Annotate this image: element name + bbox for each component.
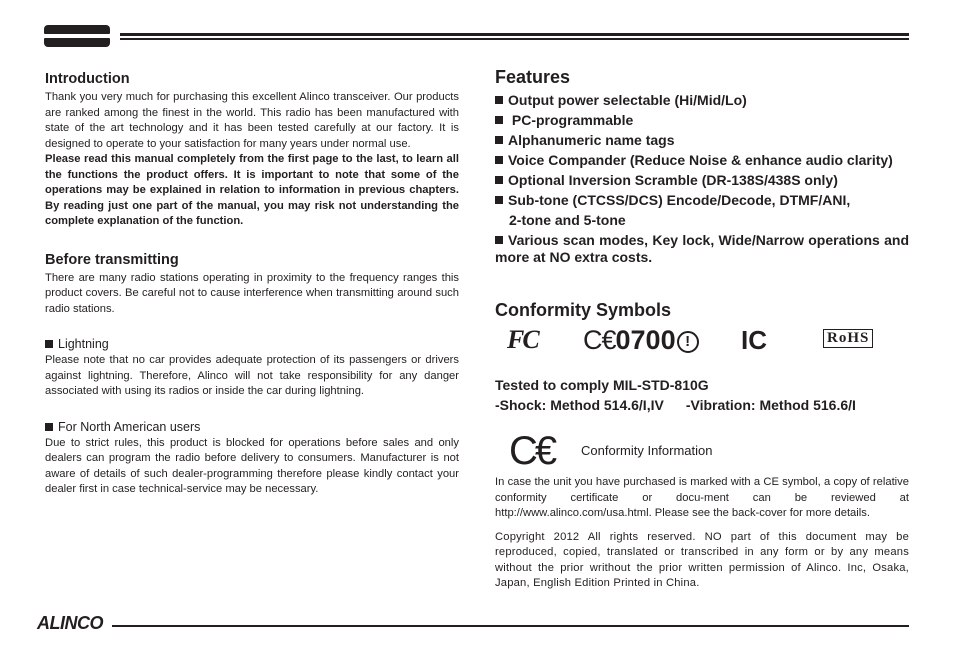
square-bullet-icon xyxy=(495,176,503,184)
feature-item: PC-programmable xyxy=(495,112,909,129)
square-bullet-icon xyxy=(495,196,503,204)
feature-item: Sub-tone (CTCSS/DCS) Encode/Decode, DTMF/ANI, xyxy=(495,192,909,209)
footer-rule xyxy=(112,625,909,627)
square-bullet-icon xyxy=(495,236,503,244)
lightning-heading: Lightning xyxy=(45,337,459,351)
mil-std-title: Tested to comply MIL-STD-810G xyxy=(495,377,709,393)
right-column xyxy=(495,67,909,592)
square-bullet-icon xyxy=(495,136,503,144)
square-bullet-icon xyxy=(495,156,503,164)
feature-item: Output power selectable (Hi/Mid/Lo) xyxy=(495,92,909,109)
square-bullet-icon xyxy=(45,423,53,431)
introduction-paragraph: Thank you very much for purchasing this excellent Alinco transceiver. Our products are ranked among the finest in the world. This radio has been manufactured with state of the art technology and it has been tested carefully at our factory. It is designed to operate to your satisfaction for many years under normal use. xyxy=(45,91,459,150)
copyright-paragraph: Copyright 2012 All rights reserved. NO part of this document may be reproduced, copied, translated or transcribed in any form or by any means without the prior writhout the prior written permission of Alinco. Inc, Osaka, Japan, English Edition Printed in China. xyxy=(495,530,909,589)
feature-item: Alphanumeric name tags xyxy=(495,132,909,149)
before-transmitting-heading: Before transmitting xyxy=(45,251,179,268)
header-rule xyxy=(120,33,909,36)
square-bullet-icon xyxy=(45,340,53,348)
alert-icon: ! xyxy=(677,331,699,353)
feature-item-continuation: 2-tone and 5-tone xyxy=(509,212,626,228)
ce-0700-mark: C€0700 ! xyxy=(583,325,699,356)
feature-item: Optional Inversion Scramble (DR-138S/438S only) xyxy=(495,172,909,189)
lightning-paragraph: Please note that no car provides adequate protection of its passengers or drivers against lightning. Therefore, Alinco will not take responsibility for any danger associated with using its radios or inside the car during lightning. xyxy=(45,354,459,397)
square-bullet-icon xyxy=(495,116,503,124)
alinco-logo: ALINCO xyxy=(37,613,103,633)
ce-info-header xyxy=(495,429,909,475)
rohs-logo: RoHS xyxy=(823,329,873,348)
ic-logo: IC xyxy=(741,325,767,355)
north-american-paragraph: Due to strict rules, this product is blocked for operations before sales and only dealers can program the radio before delivery to consumers. Manufacturer is not aware of details of such dealer-programming therefore please kindly contact your dealer first in case technical-service may be necessary. xyxy=(45,436,459,495)
features-heading: Features xyxy=(495,67,571,87)
ce-logo: C€ xyxy=(509,429,555,473)
feature-item: Voice Compander (Reduce Noise & enhance audio clarity) xyxy=(495,152,909,169)
left-column xyxy=(45,71,459,498)
before-transmitting-paragraph: There are many radio stations operating in proximity to the frequency ranges this product covers. Be careful not to cause interference when transmitting around such radio stations. xyxy=(45,271,459,315)
ce-info-title: Conformity Information xyxy=(581,443,713,458)
north-american-heading: For North American users xyxy=(45,420,459,434)
mil-std-methods: -Shock: Method 514.6/I,IV -Vibration: Method 516.6/I xyxy=(495,397,856,413)
square-bullet-icon xyxy=(495,96,503,104)
conformity-heading: Conformity Symbols xyxy=(495,300,672,320)
page-tab-marker xyxy=(44,25,110,47)
header-rule-thin xyxy=(120,38,909,40)
feature-item: Various scan modes, Key lock, Wide/Narrow operations and more at NO extra costs. xyxy=(495,232,909,265)
ce-info-paragraph: In case the unit you have purchased is marked with a CE symbol, a copy of relative conformity certificate or docu-ment can be reviewed at http://www.alinco.com/usa.html. Please see the back-cover for more details. xyxy=(495,476,909,519)
conformity-symbols xyxy=(495,325,909,361)
fcc-logo: FC xyxy=(507,325,538,354)
read-manual-paragraph: Please read this manual completely from the first page to the last, to learn all the functions the product offers. It is important to note that some of the operations may be explained in relation to information in previous chapters. By reading just one part of the manual, you may risk not understanding the complete explanation of the function. xyxy=(45,153,459,227)
introduction-heading: Introduction xyxy=(45,71,130,87)
